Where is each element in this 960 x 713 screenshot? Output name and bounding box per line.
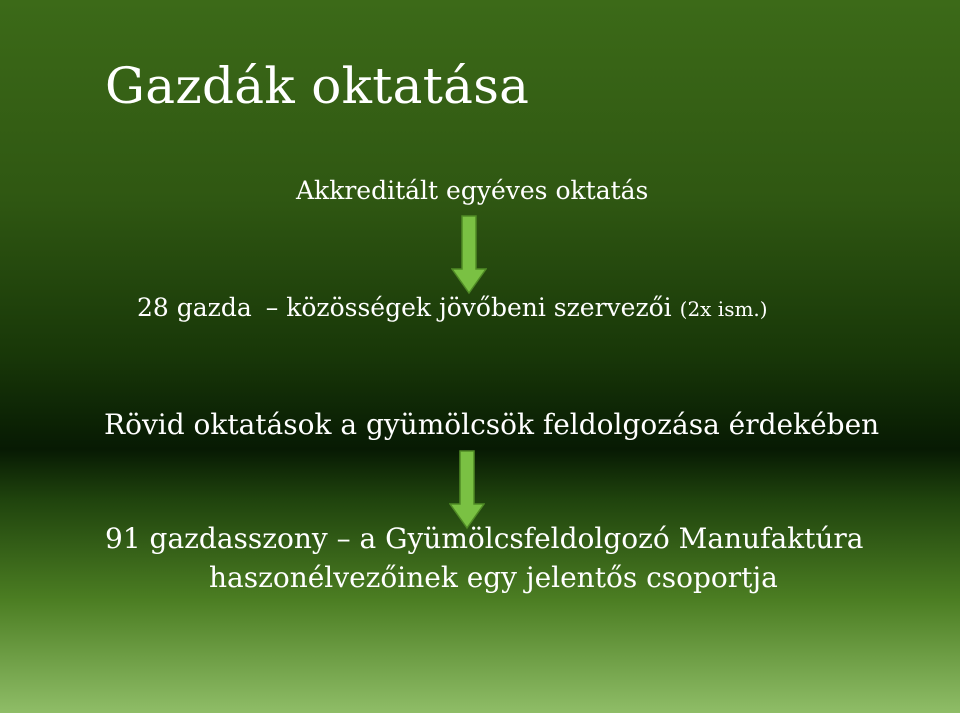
- slide-title: Gazdák oktatása: [105, 57, 530, 115]
- short-courses-text: Rövid oktatások a gyümölcsök feldolgozása érdekében: [104, 408, 880, 441]
- farmers-line: [137, 293, 768, 323]
- down-arrow-icon: [449, 450, 485, 530]
- repeat-note: (2x ism.): [679, 297, 768, 321]
- farmers-count-text: 28 gazda: [137, 293, 252, 322]
- accredited-course-text: Akkreditált egyéves oktatás: [296, 176, 649, 205]
- housewives-text: 91 gazdasszony – a Gyümölcsfeldolgozó Manufaktúra: [105, 522, 864, 555]
- dash-text: –: [265, 293, 279, 322]
- down-arrow-icon: [451, 215, 487, 295]
- organizers-text: közösségek jövőbeni szervezői: [286, 293, 672, 322]
- beneficiaries-text: haszonélvezőinek egy jelentős csoportja: [209, 561, 778, 594]
